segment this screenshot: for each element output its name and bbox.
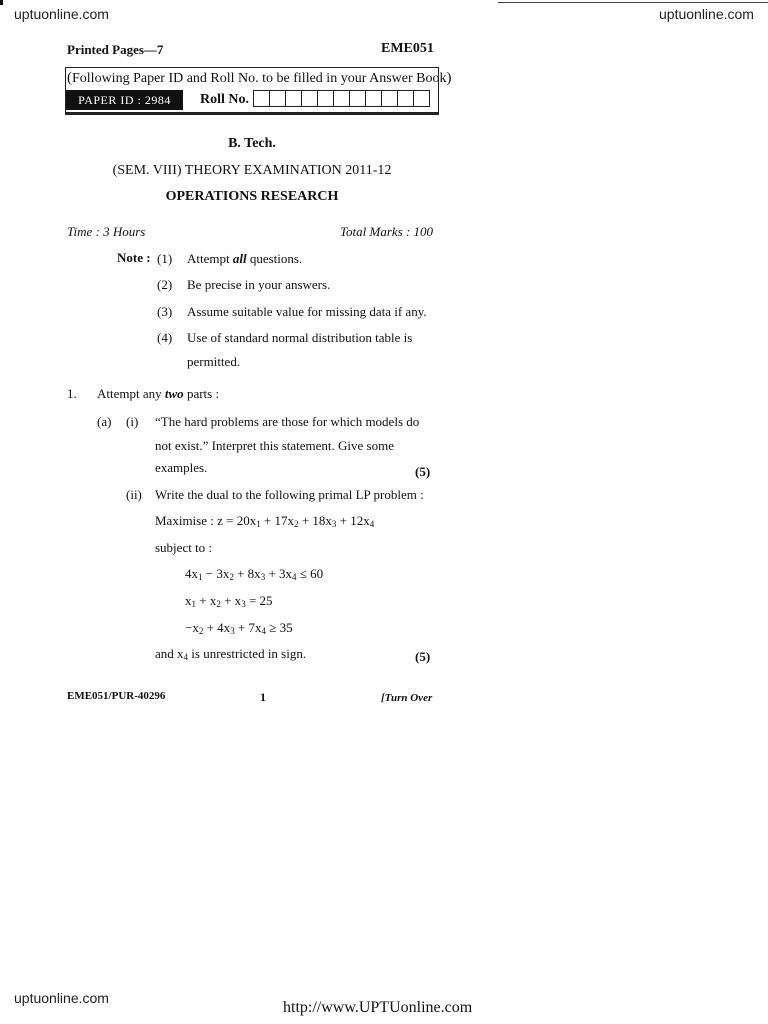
question-intro-text: parts : (183, 386, 220, 401)
roll-no-box (317, 90, 334, 107)
subpart-i-line-2: not exist.” Interpret this statement. Give some (155, 438, 394, 453)
unrestricted-text: and x (155, 646, 184, 661)
subpart-ii-label: (ii) (126, 487, 142, 502)
note-item-3 (157, 304, 427, 320)
roll-no-box (349, 90, 366, 107)
unrestricted-note (155, 646, 306, 662)
subpart-i-label: (i) (126, 414, 139, 429)
note-item-1 (157, 251, 303, 267)
box-underline (65, 113, 439, 115)
subpart-ii-line-1: Write the dual to the following primal LP problem : (155, 487, 424, 502)
roll-no-box (397, 90, 414, 107)
total-marks-label: Total Marks : 100 (340, 224, 434, 239)
constraint-1: $4x_1 - 3x_2 + 8x_3 + 3x_4 \le 60$ (185, 566, 324, 582)
unrestricted-text: is unrestricted in sign. (188, 646, 307, 661)
note-number: (2) (157, 277, 173, 292)
footer-page-number: 1 (260, 690, 266, 704)
note-item-4-continued: permitted. (187, 354, 241, 369)
paper-id-badge: PAPER ID : 2984 (66, 90, 183, 110)
note-number: (1) (157, 251, 173, 266)
subpart-i-line-3: examples. (155, 460, 208, 475)
paper-code: EME051 (381, 41, 434, 56)
roll-no-box (413, 90, 430, 107)
subpart-i-line-1: “The hard problems are those for which models do (155, 414, 420, 429)
subpart-ii-marks: (5) (415, 649, 431, 664)
note-emphasis: all (232, 251, 247, 266)
instruction-line: (Following Paper ID and Roll No. to be filled in your Answer Book) (67, 70, 452, 86)
constraint-2: $x_1 + x_2 + x_3 = 25$ (185, 593, 273, 609)
roll-no-box (269, 90, 286, 107)
question-intro (97, 386, 219, 402)
roll-no-box (285, 90, 302, 107)
printed-pages: Printed Pages—7 (67, 42, 164, 57)
objective-function: Maximise : $z = 20x_1 + 17x_2 + 18x_3 + 12x_4$ (155, 513, 375, 529)
scan-corner-mark (0, 0, 3, 5)
roll-no-box (381, 90, 398, 107)
note-text: Assume suitable value for missing data if any. (187, 304, 427, 319)
note-text: Be precise in your answers. (187, 277, 331, 292)
instruction-text: Following Paper ID and Roll No. to be filled in your Answer Book (72, 71, 447, 86)
part-a-label: (a) (97, 414, 112, 429)
roll-no-box (253, 90, 270, 107)
note-text: Use of standard normal distribution table is (187, 330, 413, 345)
footer-turn-over: [Turn Over (381, 692, 433, 704)
question-number: 1. (67, 386, 77, 401)
roll-no-box (301, 90, 318, 107)
watermark-bottom-url: http://www.UPTUonline.com (283, 999, 473, 1016)
roll-no-boxes (254, 90, 430, 107)
question-intro-emphasis: two (164, 386, 184, 401)
note-text: Attempt (187, 251, 233, 266)
roll-no-label: Roll No. (200, 92, 249, 107)
roll-no-box (333, 90, 350, 107)
subject-title: OPERATIONS RESEARCH (165, 189, 339, 204)
paper-id-box (65, 67, 452, 113)
subject-to-label: subject to : (155, 540, 213, 555)
footer-code: EME051/PUR-40296 (67, 690, 166, 702)
objective-text: Maximise : z = 20x (155, 513, 257, 528)
constraint-3: $-x_2 + 4x_3 + 7x_4 \ge 35$ (185, 620, 293, 636)
subpart-i-marks: (5) (415, 464, 431, 479)
exam-title: (SEM. VIII) THEORY EXAMINATION 2011-12 (112, 163, 392, 178)
scan-top-rule (498, 2, 768, 3)
watermark-top-right: uptuonline.com (659, 6, 754, 22)
watermark-top-left: uptuonline.com (14, 6, 109, 22)
note-item-4 (157, 330, 413, 346)
question-intro-text: Attempt any (97, 386, 165, 401)
watermark-bottom-left: uptuonline.com (14, 990, 109, 1006)
degree-title: B. Tech. (228, 136, 276, 151)
note-text: questions. (246, 251, 303, 266)
unrestricted-subscript: 4 (183, 652, 189, 662)
time-label: Time : 3 Hours (67, 224, 146, 239)
note-label: Note : (117, 250, 151, 265)
note-number: (3) (157, 304, 173, 319)
roll-no-box (365, 90, 382, 107)
note-number: (4) (157, 330, 173, 345)
note-item-2 (157, 277, 331, 293)
